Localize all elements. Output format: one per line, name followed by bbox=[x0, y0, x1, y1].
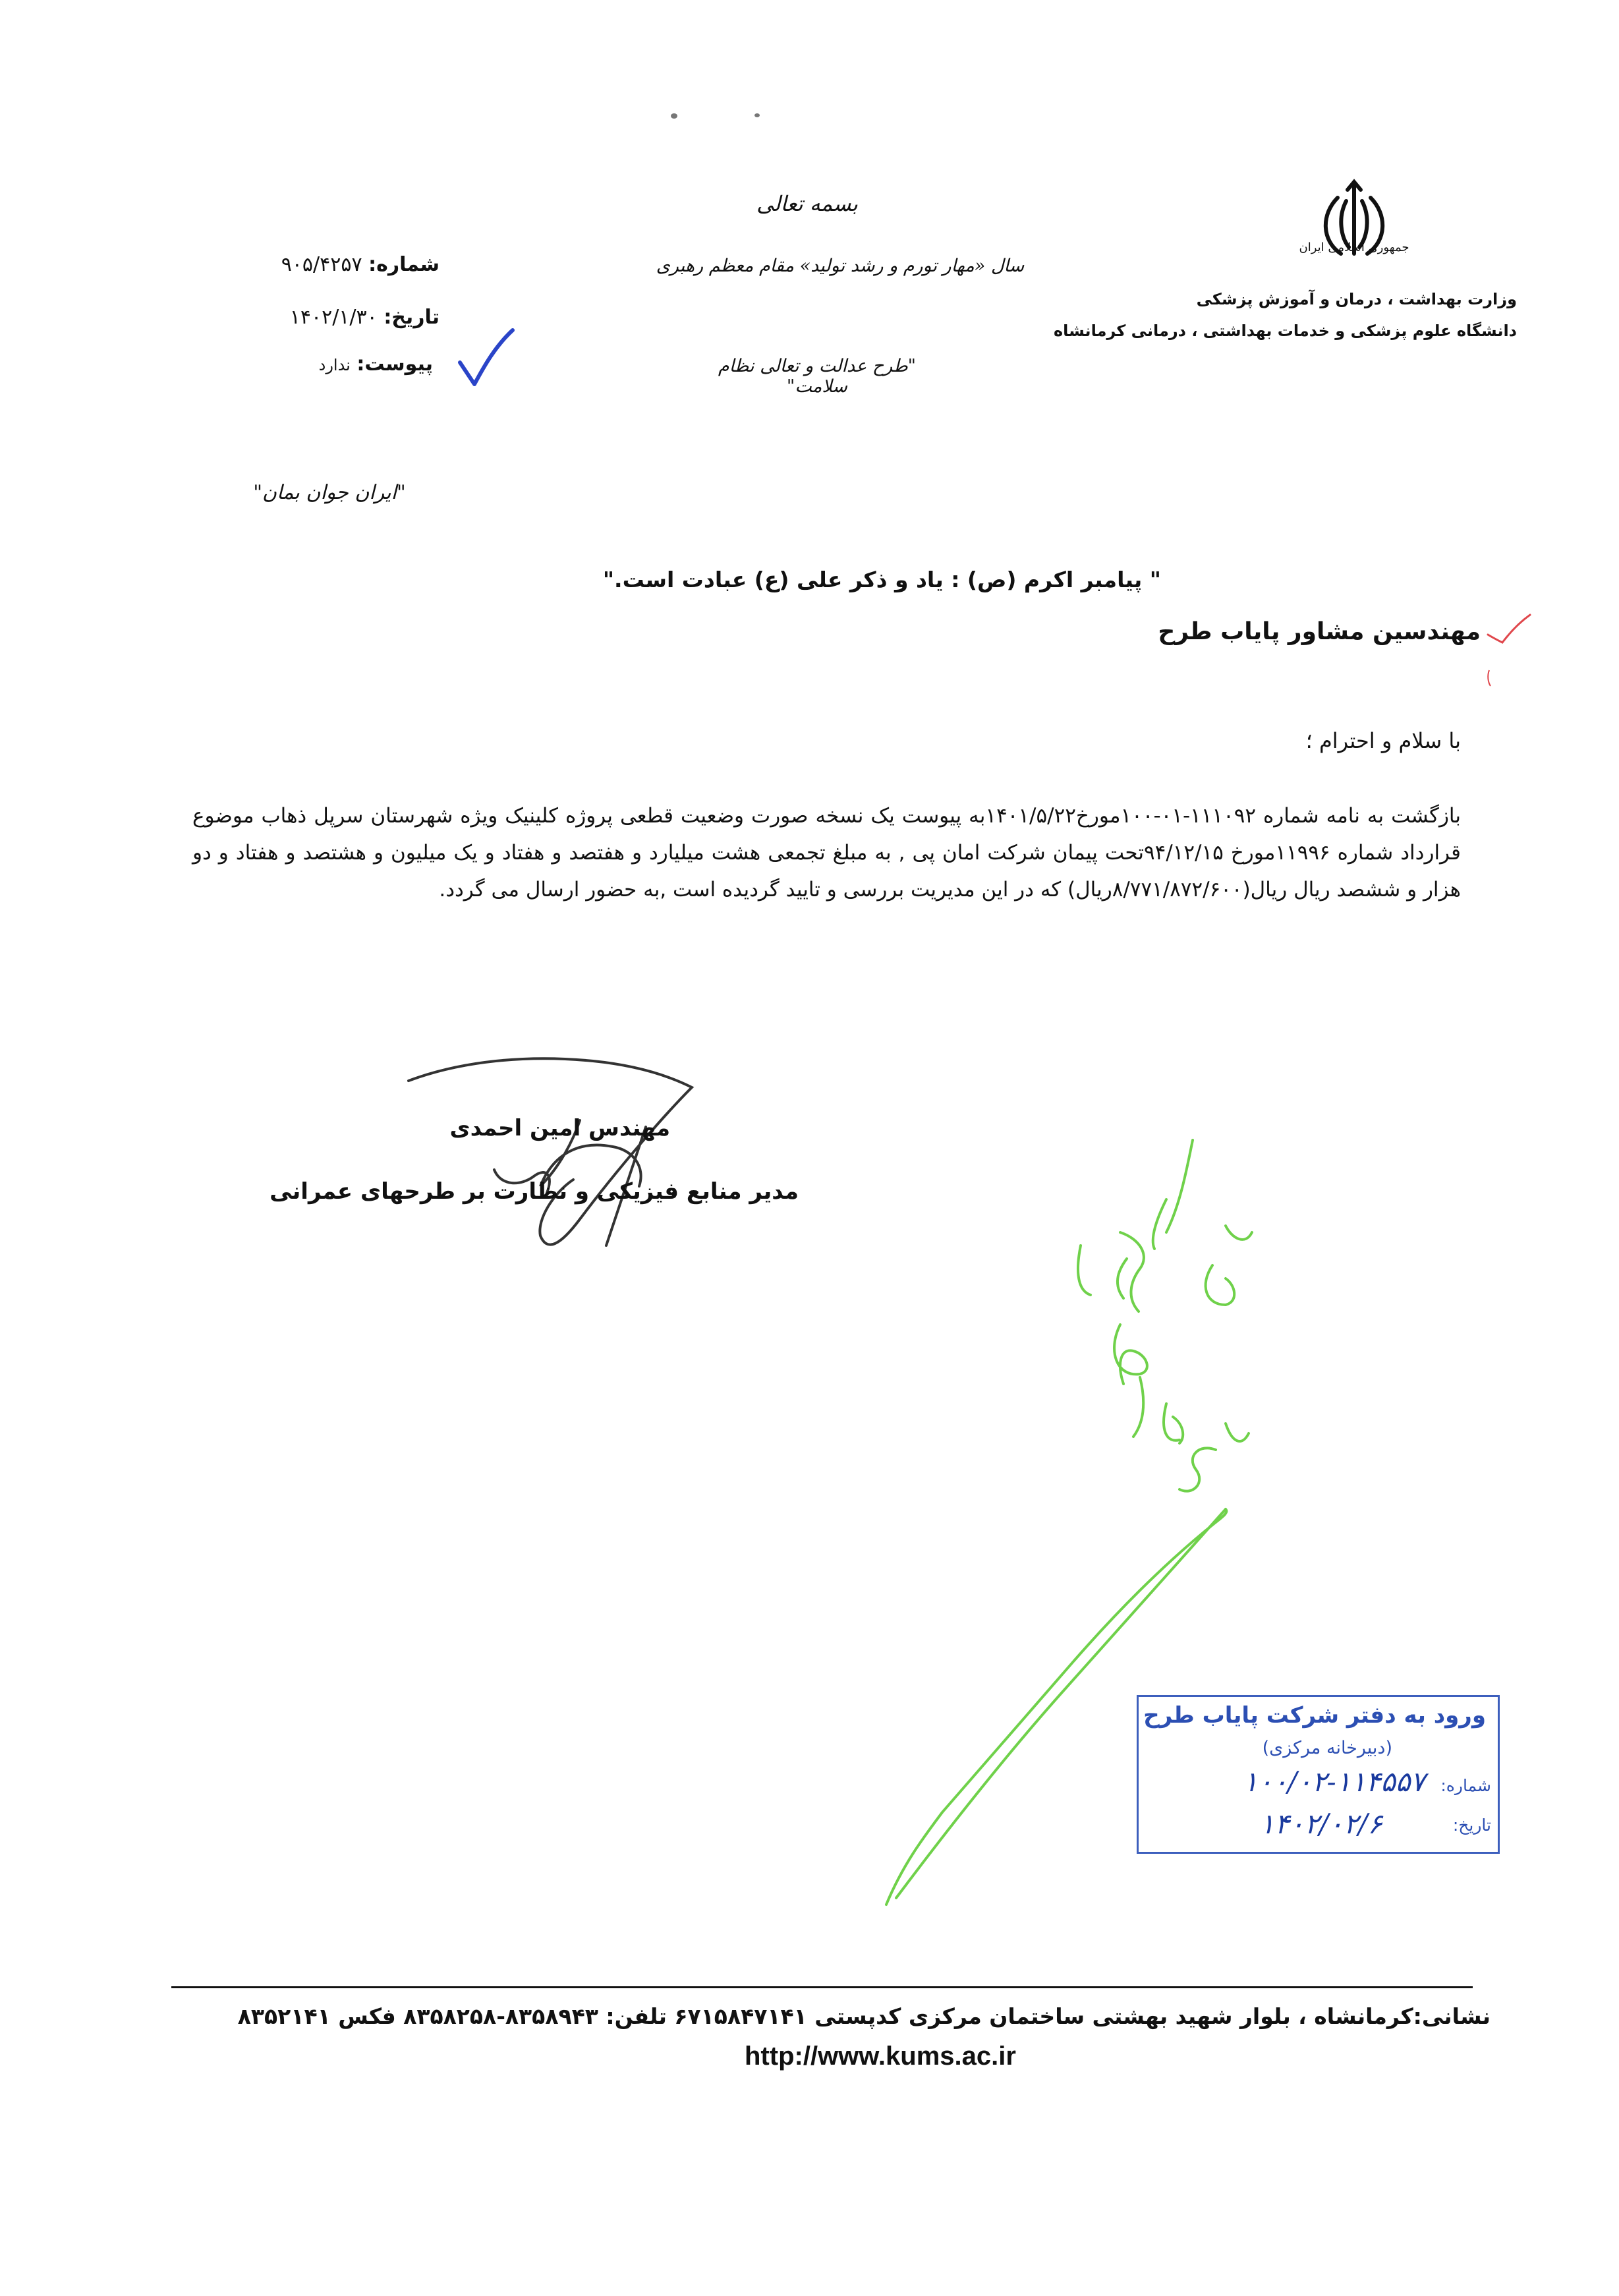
stamp-number-value: ۱۰۰/۰۲-۱۱۴۵۵۷ bbox=[1243, 1765, 1425, 1798]
footer-divider bbox=[171, 1986, 1473, 1988]
date-label: تاریخ: bbox=[383, 306, 440, 329]
letter-date bbox=[290, 306, 440, 329]
blue-checkmark-icon bbox=[455, 326, 517, 392]
university-name: دانشگاه علوم پزشکی و خدمات بهداشتی ، درمانی کرمانشاه bbox=[1053, 322, 1517, 340]
footer-url-link[interactable]: http://www.kums.ac.ir bbox=[745, 2042, 1016, 2071]
iran-emblem-icon bbox=[1308, 178, 1400, 283]
date-value: ۱۴۰۲/۱/۳۰ bbox=[289, 306, 378, 329]
ministry-name: وزارت بهداشت ، درمان و آموزش پزشکی bbox=[1196, 290, 1517, 308]
letter-attachment bbox=[319, 353, 433, 376]
signature bbox=[382, 1035, 764, 1259]
letter-number bbox=[281, 253, 440, 276]
red-check-mark-icon bbox=[1483, 610, 1535, 689]
year-slogan: سال «مهار تورم و رشد تولید» مقام معظم رهبری bbox=[656, 256, 1025, 276]
greeting: با سلام و احترام ؛ bbox=[1305, 728, 1461, 753]
attachment-value: ندارد bbox=[318, 356, 351, 374]
stamp-title: ورود به دفتر شرکت پایاب طرح bbox=[1143, 1702, 1486, 1729]
stamp-subtitle: (دبیرخانه مرکزی) bbox=[1262, 1738, 1392, 1758]
stamp-date-value: ۱۴۰۲/۰۲/۶ bbox=[1259, 1808, 1382, 1840]
stamp-number-label: شماره: bbox=[1440, 1776, 1491, 1795]
attachment-label: پیوست: bbox=[356, 353, 433, 376]
hadith-quote: " پیامبر اکرم (ص) : یاد و ذکر علی (ع) عبادت است." bbox=[602, 567, 1161, 592]
signer-name: مهندس امین احمدی bbox=[449, 1115, 670, 1141]
scan-speck bbox=[671, 113, 677, 119]
recipient: مهندسین مشاور پایاب طرح bbox=[1158, 618, 1481, 645]
basmala: بسمه تعالی bbox=[756, 191, 858, 216]
scan-speck bbox=[754, 113, 760, 117]
ministry-header bbox=[1054, 283, 1517, 347]
number-label: شماره: bbox=[368, 253, 440, 276]
young-iran-slogan: "ایران جوان بمان" bbox=[253, 481, 406, 504]
plan-slogan: "طرح عدالت و تعالی نظام سلامت" bbox=[718, 356, 917, 397]
receiving-stamp bbox=[1137, 1695, 1500, 1854]
body-paragraph: بازگشت به نامه شماره ۱۱۱۰۹۲-۰۱-۱۰۰مورخ۱۴۰۱/۵/۲۲به پیوست یک نسخه صورت وضعیت قطعی پروژه کلینیک ویژه شهرستان سرپل ذهاب موضوع قرارداد شماره ۱۱۹۹۶مورخ ۹۴/۱۲/۱۵تحت پیمان شرکت امان پی , به مبلغ تجمعی هشت میلیارد و هفتصد و هفتاد و یک میلیون و هشتصد و هفتاد و دو هزار و ششصد ریال ریال(۸/۷۷۱/۸۷۲/۶۰۰ریال) که در این مدیریت بررسی و تایید گردیده است ,به حضور ارسال می گردد. bbox=[192, 804, 1461, 902]
footer-address: نشانی:کرمانشاه ، بلوار شهید بهشتی ساختمان مرکزی کدپستی ۶۷۱۵۸۴۷۱۴۱ تلفن: ۸۳۵۸۹۴۳-۸۳۵۸۲۵۸ فکس ۸۳۵۲۱۴۱ bbox=[237, 2003, 1491, 2029]
stamp-date-label: تاریخ: bbox=[1452, 1816, 1491, 1835]
number-value: ۹۰۵/۴۲۵۷ bbox=[281, 253, 362, 276]
signer-title: مدیر منابع فیزیکی و نظارت بر طرحهای عمرانی bbox=[270, 1178, 799, 1205]
emblem-caption: جمهوری اسلامی ایران bbox=[1299, 241, 1409, 254]
